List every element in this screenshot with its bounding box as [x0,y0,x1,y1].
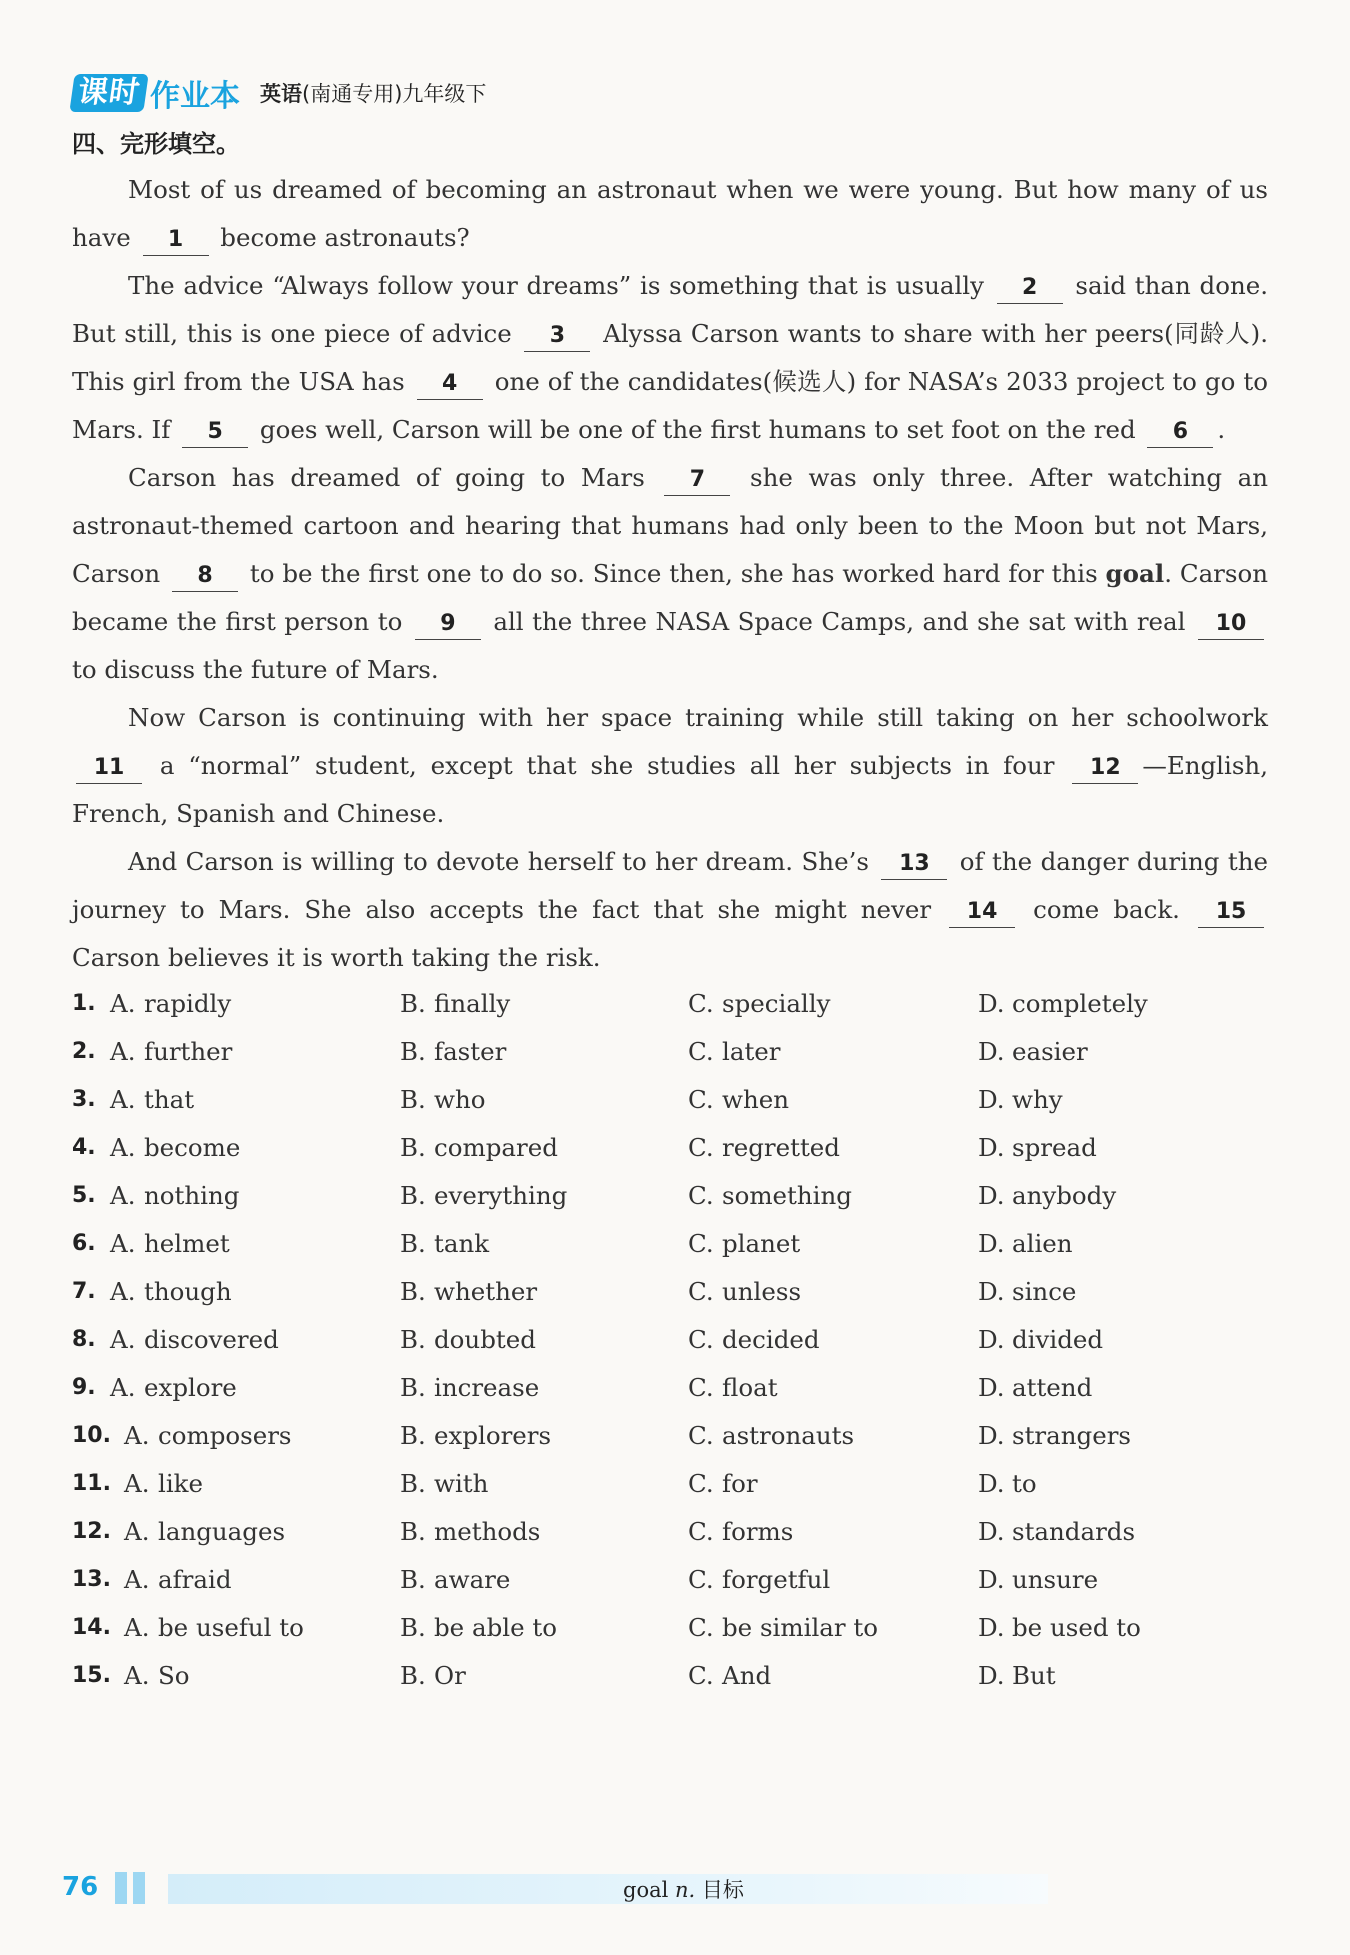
option-text: further [144,1037,233,1066]
page-number: 76 [62,1872,99,1902]
option-text: increase [434,1373,540,1402]
option-d[interactable] [978,1556,1098,1604]
option-row-14 [72,1604,1272,1652]
option-a[interactable] [110,1316,279,1364]
option-letter: A. [110,989,136,1018]
question-number: 15. [72,1663,111,1688]
option-c[interactable] [688,1268,801,1316]
option-letter: B. [400,1661,426,1690]
option-d[interactable] [978,1460,1037,1508]
option-text: strangers [1012,1421,1131,1450]
option-d[interactable] [978,1508,1135,1556]
option-text: alien [1012,1229,1073,1258]
footer-decoration-bars [115,1872,151,1908]
option-text: composers [158,1421,292,1450]
option-c[interactable] [688,1508,793,1556]
vocab-word-goal: goal [1105,559,1165,588]
blank-8: 8 [172,561,238,592]
option-text: finally [434,989,511,1018]
option-text: since [1012,1277,1077,1306]
option-letter: B. [400,1613,426,1642]
passage-paragraph: Now Carson is continuing with her space training while still taking on her schoolwork 11 a “normal” student, except that she studies all her subjects in four 12 —English, French, Spanish and Chinese. [72,703,1268,828]
blank-2: 2 [997,273,1063,304]
option-text: though [144,1277,232,1306]
option-b[interactable] [400,1604,557,1652]
option-d[interactable] [978,1220,1073,1268]
blank-13: 13 [881,849,947,880]
option-text: who [434,1085,486,1114]
option-letter: D. [978,1181,1005,1210]
option-a[interactable] [110,1220,230,1268]
option-row-6 [72,1220,1272,1268]
option-row-8 [72,1316,1272,1364]
option-a[interactable] [110,1364,237,1412]
option-d[interactable] [978,1604,1141,1652]
blank-3: 3 [524,321,590,352]
option-row-2 [72,1028,1272,1076]
question-number: 5. [72,1183,96,1208]
option-text: So [158,1661,190,1690]
option-a[interactable] [124,1652,190,1700]
option-b[interactable] [400,1556,510,1604]
option-text: decided [722,1325,820,1354]
option-b[interactable] [400,1076,486,1124]
blank-14: 14 [949,897,1015,928]
option-text: why [1012,1085,1063,1114]
option-letter: A. [124,1421,150,1450]
option-a[interactable] [124,1508,285,1556]
footer-decoration-band [168,1874,1048,1904]
option-row-1 [72,980,1272,1028]
question-number: 4. [72,1135,96,1160]
option-c[interactable] [688,1172,852,1220]
option-letter: C. [688,1421,714,1450]
option-a[interactable] [124,1604,304,1652]
option-letter: C. [688,1517,714,1546]
option-letter: C. [688,1133,714,1162]
option-b[interactable] [400,1316,536,1364]
option-letter: A. [110,1133,136,1162]
option-letter: A. [124,1565,150,1594]
option-text: And [722,1661,772,1690]
option-letter: C. [688,1373,714,1402]
option-c[interactable] [688,1220,800,1268]
option-letter: B. [400,1469,426,1498]
question-number: 14. [72,1615,111,1640]
option-row-4 [72,1124,1272,1172]
option-text: with [434,1469,489,1498]
option-c[interactable] [688,1076,789,1124]
option-a[interactable] [124,1412,292,1460]
option-letter: A. [110,1037,136,1066]
option-row-15 [72,1652,1272,1700]
option-text: whether [434,1277,538,1306]
footnote-meaning: 目标 [701,1878,744,1902]
option-row-11 [72,1460,1272,1508]
option-letter: A. [110,1181,136,1210]
option-text: be able to [434,1613,557,1642]
option-c[interactable] [688,1364,778,1412]
option-letter: B. [400,989,426,1018]
footnote-word: goal [623,1878,669,1902]
option-letter: A. [124,1517,150,1546]
option-letter: C. [688,1469,714,1498]
option-a[interactable] [110,1268,232,1316]
option-d[interactable] [978,1412,1131,1460]
option-text: specially [722,989,831,1018]
option-text: planet [722,1229,801,1258]
option-text: Or [434,1661,466,1690]
option-text: aware [434,1565,511,1594]
option-text: unsure [1012,1565,1099,1594]
option-text: that [144,1085,195,1114]
option-text: later [722,1037,781,1066]
option-letter: A. [124,1613,150,1642]
option-letter: D. [978,1325,1005,1354]
option-letter: D. [978,989,1005,1018]
option-letter: C. [688,1325,714,1354]
blank-5: 5 [182,417,248,448]
option-letter: B. [400,1421,426,1450]
footnote-pos: n. [675,1878,696,1902]
option-letter: C. [688,1661,714,1690]
option-d[interactable] [978,1652,1056,1700]
option-text: explorers [434,1421,552,1450]
option-letter: D. [978,1517,1005,1546]
option-letter: A. [110,1085,136,1114]
option-d[interactable] [978,1076,1063,1124]
passage-paragraph: The advice “Always follow your dreams” is something that is usually 2 said than done. But still, this is one piece of advice 3 Alyssa Carson wants to share with her peers(同龄人). This girl from the USA has 4 one of the candidates(候选人) for NASA’s 2033 project to go to Mars. If 5 goes well, Carson will be one of the first humans to set foot on the red 6 . [72,262,1268,454]
option-text: spread [1012,1133,1097,1162]
option-text: everything [434,1181,568,1210]
option-text: standards [1012,1517,1136,1546]
option-text: But [1012,1661,1056,1690]
option-text: faster [434,1037,507,1066]
option-a[interactable] [124,1556,232,1604]
option-letter: D. [978,1373,1005,1402]
option-b[interactable] [400,1508,540,1556]
option-b[interactable] [400,1460,488,1508]
option-letter: D. [978,1277,1005,1306]
option-text: tank [434,1229,490,1258]
blank-11: 11 [76,753,142,784]
option-text: when [722,1085,790,1114]
question-number: 10. [72,1423,111,1448]
option-letter: D. [978,1613,1005,1642]
option-text: be similar to [722,1613,878,1642]
question-number: 2. [72,1039,96,1064]
option-text: astronauts [722,1421,855,1450]
blank-12: 12 [1072,753,1138,784]
option-c[interactable] [688,1556,830,1604]
option-letter: A. [124,1661,150,1690]
option-letter: B. [400,1037,426,1066]
option-letter: B. [400,1565,426,1594]
option-b[interactable] [400,1364,539,1412]
blank-1: 1 [143,225,209,256]
option-row-13 [72,1556,1272,1604]
passage-paragraph: Carson has dreamed of going to Mars 7 she was only three. After watching an astronaut-themed cartoon and hearing that humans had only been to the Moon but not Mars, Carson 8 to be the first one to do so. Since then, she has worked hard for this goal. Carson became the first person to 9 all the three NASA Space Camps, and she sat with real 10 to discuss the future of Mars. [72,463,1268,684]
option-text: attend [1012,1373,1093,1402]
blank-10: 10 [1198,609,1264,640]
option-letter: D. [978,1229,1005,1258]
option-b[interactable] [400,1412,551,1460]
option-letter: C. [688,1181,714,1210]
option-text: languages [158,1517,286,1546]
page-header [72,70,486,116]
option-letter: D. [978,1469,1005,1498]
option-letter: C. [688,1277,714,1306]
option-letter: A. [110,1373,136,1402]
option-text: discovered [144,1325,279,1354]
passage-paragraph: Most of us dreamed of becoming an astronaut when we were young. But how many of us have 1 become astronauts? [72,166,1268,262]
option-text: explore [144,1373,237,1402]
option-b[interactable] [400,1652,466,1700]
question-number: 6. [72,1231,96,1256]
edition-label: (南通专用) [302,82,403,106]
option-d[interactable] [978,980,1148,1028]
option-text: be useful to [158,1613,304,1642]
option-row-7 [72,1268,1272,1316]
option-b[interactable] [400,1028,506,1076]
option-c[interactable] [688,1124,840,1172]
option-letter: B. [400,1517,426,1546]
option-c[interactable] [688,1652,771,1700]
blank-4: 4 [417,369,483,400]
cloze-passage [72,166,1268,982]
brand-logo-box: 课时 [69,74,148,112]
option-text: completely [1012,989,1148,1018]
option-b[interactable] [400,980,510,1028]
option-letter: A. [124,1469,150,1498]
option-letter: C. [688,1613,714,1642]
option-c[interactable] [688,1316,820,1364]
option-letter: C. [688,1085,714,1114]
option-letter: B. [400,1229,426,1258]
option-row-12 [72,1508,1272,1556]
option-d[interactable] [978,1268,1076,1316]
option-a[interactable] [124,1460,203,1508]
option-c[interactable] [688,980,830,1028]
option-text: forgetful [722,1565,831,1594]
page-footer [0,1860,1350,1910]
option-row-10 [72,1412,1272,1460]
section-title: 四、完形填空。 [72,130,240,158]
option-letter: B. [400,1277,426,1306]
option-d[interactable] [978,1028,1088,1076]
blank-6: 6 [1147,417,1213,448]
option-text: unless [722,1277,802,1306]
option-text: helmet [144,1229,230,1258]
option-text: to [1012,1469,1037,1498]
option-d[interactable] [978,1124,1097,1172]
question-number: 12. [72,1519,111,1544]
blank-15: 15 [1198,897,1264,928]
book-info [260,78,486,108]
option-letter: D. [978,1133,1005,1162]
option-text: anybody [1012,1181,1117,1210]
question-number: 7. [72,1279,96,1304]
option-text: forms [722,1517,794,1546]
option-text: float [722,1373,778,1402]
option-text: become [144,1133,241,1162]
option-letter: A. [110,1277,136,1306]
option-letter: C. [688,989,714,1018]
option-a[interactable] [110,980,231,1028]
option-text: like [158,1469,204,1498]
blank-9: 9 [415,609,481,640]
option-text: compared [434,1133,558,1162]
option-letter: D. [978,1565,1005,1594]
question-number: 3. [72,1087,96,1112]
option-b[interactable] [400,1172,567,1220]
option-text: nothing [144,1181,240,1210]
option-text: something [722,1181,852,1210]
subject-label: 英语 [260,82,302,106]
option-b[interactable] [400,1268,537,1316]
option-text: doubted [434,1325,536,1354]
option-letter: C. [688,1037,714,1066]
option-letter: D. [978,1037,1005,1066]
option-text: be used to [1012,1613,1141,1642]
option-c[interactable] [688,1028,781,1076]
option-letter: D. [978,1421,1005,1450]
option-a[interactable] [110,1028,232,1076]
vocab-footnote [623,1874,744,1904]
option-text: methods [434,1517,541,1546]
option-c[interactable] [688,1460,758,1508]
brand-logo-text: 作业本 [150,79,240,114]
option-a[interactable] [110,1076,194,1124]
option-c[interactable] [688,1604,878,1652]
option-letter: C. [688,1565,714,1594]
option-letter: D. [978,1661,1005,1690]
question-number: 8. [72,1327,96,1352]
option-d[interactable] [978,1172,1116,1220]
option-d[interactable] [978,1316,1103,1364]
option-row-3 [72,1076,1272,1124]
passage-paragraph: And Carson is willing to devote herself to her dream. She’s 13 of the danger during the journey to Mars. She also accepts the fact that she might never 14 come back. 15 Carson believes it is worth taking the risk. [72,847,1268,972]
option-c[interactable] [688,1412,854,1460]
option-a[interactable] [110,1124,240,1172]
option-letter: A. [110,1229,136,1258]
option-letter: C. [688,1229,714,1258]
option-letter: D. [978,1085,1005,1114]
blank-7: 7 [664,465,730,496]
option-b[interactable] [400,1124,558,1172]
option-text: afraid [158,1565,232,1594]
question-number: 9. [72,1375,96,1400]
option-letter: B. [400,1085,426,1114]
option-text: divided [1012,1325,1104,1354]
option-b[interactable] [400,1220,489,1268]
option-row-9 [72,1364,1272,1412]
option-row-5 [72,1172,1272,1220]
option-letter: A. [110,1325,136,1354]
option-letter: B. [400,1133,426,1162]
option-a[interactable] [110,1172,239,1220]
option-text: regretted [722,1133,840,1162]
option-text: rapidly [144,989,232,1018]
question-number: 11. [72,1471,111,1496]
option-text: easier [1012,1037,1088,1066]
option-letter: B. [400,1373,426,1402]
option-text: for [722,1469,758,1498]
option-d[interactable] [978,1364,1092,1412]
grade-label: 九年级下 [402,82,487,106]
option-letter: B. [400,1325,426,1354]
options-list [72,980,1272,1700]
question-number: 13. [72,1567,111,1592]
question-number: 1. [72,991,96,1016]
option-letter: B. [400,1181,426,1210]
